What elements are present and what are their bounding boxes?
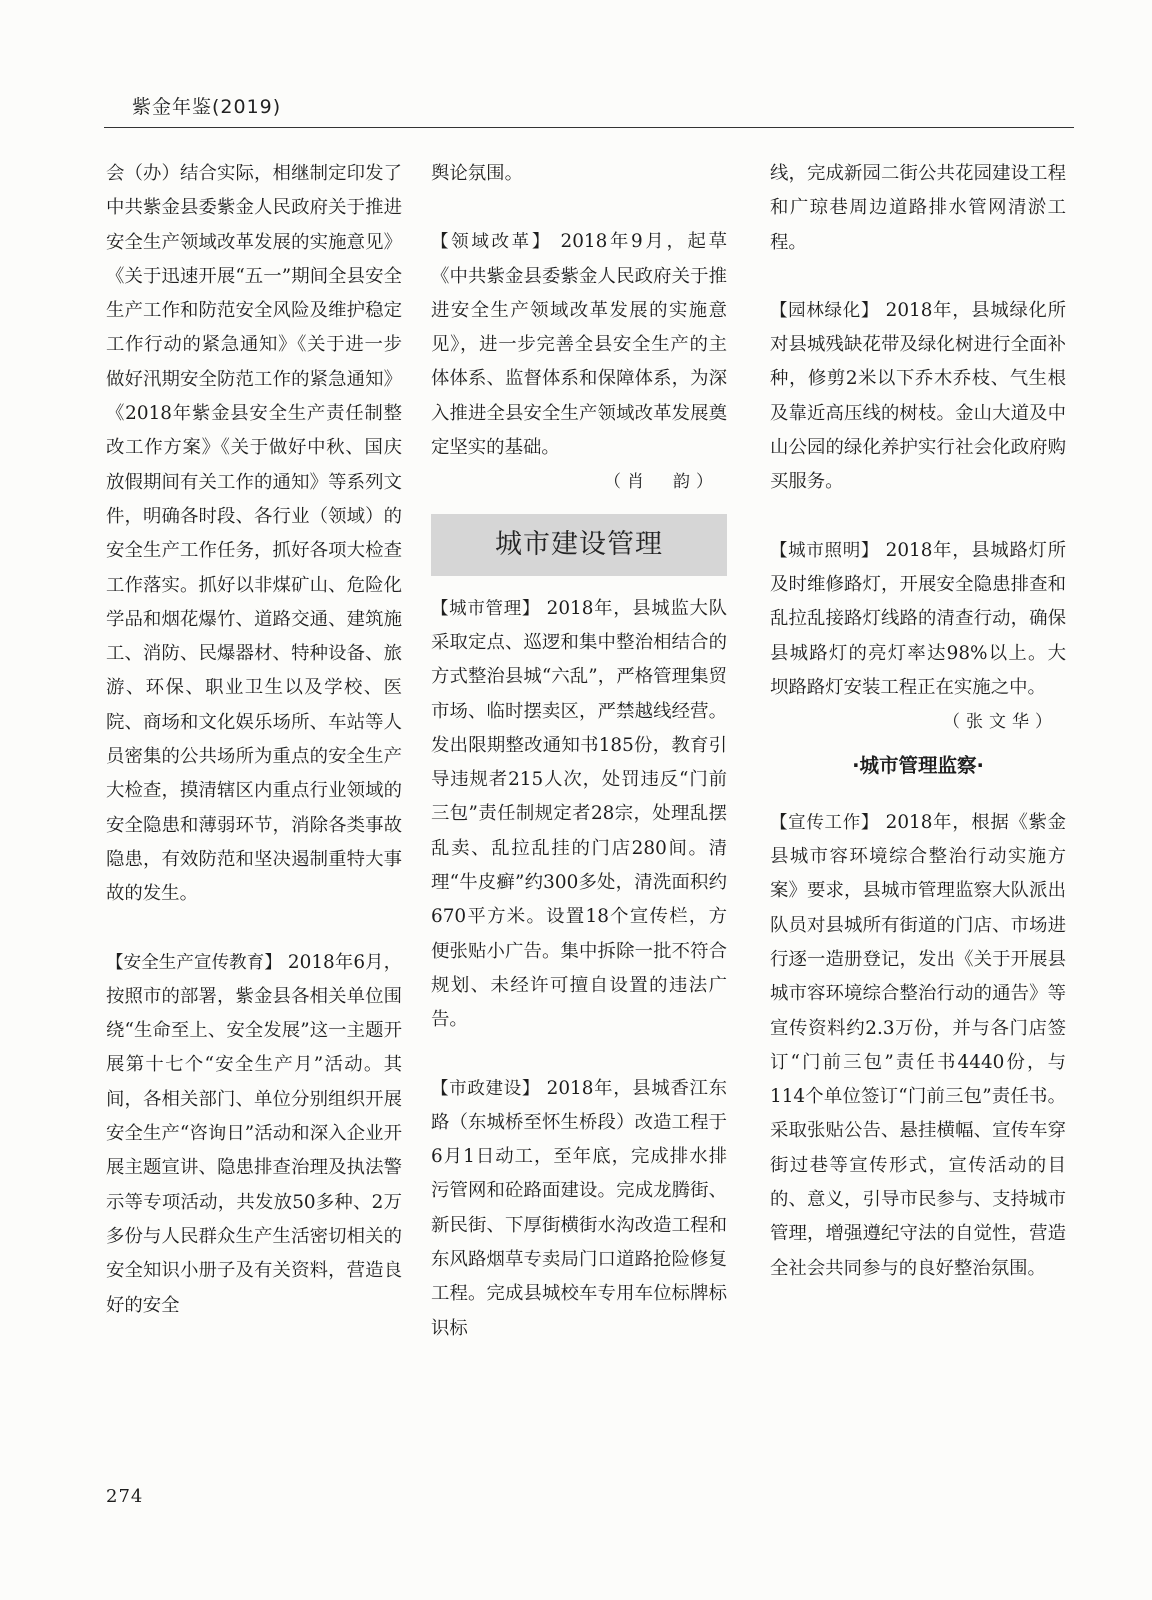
column-2: [431, 157, 727, 1346]
entry-keyword: 【城市管理】: [431, 598, 541, 619]
paragraph: 会（办）结合实际，相继制定印发了中共紫金县委紫金人民政府关于推进安全生产领域改革发展的实施意见》《关于迅速开展“五一”期间全县安全生产工作和防范安全风险及维护稳定工作行动的紧急通知》《关于进一步做好汛期安全防范工作的紧急通知》《2018年紫金县安全生产责任制整改工作方案》《关于做好中秋、国庆放假期间有关工作的通知》等系列文件，明确各时段、各行业（领域）的安全生产工作任务，抓好各项大检查工作落实。抓好以非煤矿山、危险化学品和烟花爆竹、道路交通、建筑施工、消防、民爆器材、特种设备、旅游、环保、职业卫生以及学校、医院、商场和文化娱乐场所、车站等人员密集的公共场所为重点的安全生产大检查，摸清辖区内重点行业领域的安全隐患和薄弱环节，消除各类事故隐患，有效防范和坚决遏制重特大事故的发生。: [106, 163, 402, 905]
column-1: [106, 157, 402, 1323]
entry-keyword: 【城市照明】: [770, 540, 880, 561]
paragraph: [431, 225, 727, 465]
paragraph: 线，完成新园二街公共花园建设工程和广琼巷周边道路排水管网清淤工程。: [770, 163, 1066, 253]
paragraph-text: 2018年6月，按照市的部署，紫金县各相关单位围绕“生命至上、安全发展”这一主题开展第十七个“安全生产月”活动。其间，各相关部门、单位分别组织开展安全生产“咨询日”活动和深入企业开展主题宣讲、隐患排查治理及执法警示等专项活动，共发放50多种、2万多份与人民群众生产生活密切相关的安全知识小册子及有关资料，营造良好的安全: [106, 951, 402, 1316]
paragraph: [770, 294, 1066, 500]
entry-keyword: 【园林绿化】: [770, 300, 880, 321]
entry-keyword: 【宣传工作】: [770, 812, 880, 833]
paragraph-text: 2018年9月，起草《中共紫金县委紫金人民政府关于推进安全生产领域改革发展的实施意见》，进一步完善全县安全生产的主体体系、监督体系和保障体系，为深入推进全县安全生产领域改革发展奠定坚实的基础。: [431, 231, 727, 459]
paragraph: [431, 592, 727, 1038]
paragraph: 舆论氛围。: [431, 163, 523, 184]
entry-keyword: 【领域改革】: [431, 232, 553, 253]
entry-keyword: 【市政建设】: [431, 1078, 541, 1099]
paragraph-text: 2018年，根据《紫金县城市容环境综合整治行动实施方案》要求，县城市管理监察大队派出队员对县城所有街道的门店、市场进行逐一造册登记，发出《关于开展县城市容环境综合整治行动的通告》等宣传资料约2.3万份，并与各门店签订“门前三包”责任书4440份，与114个单位签订“门前三包”责任书。采取张贴公告、悬挂横幅、宣传车穿街过巷等宣传形式，宣传活动的目的、意义，引导市民参与、支持城市管理，增强遵纪守法的自觉性，营造全社会共同参与的良好整治氛围。: [770, 811, 1066, 1279]
paragraph-text: 2018年，县城香江东路（东城桥至怀生桥段）改造工程于6月1日动工，至年底，完成排水排污管网和砼路面建设。完成龙腾街、新民街、下厚街横街水沟改造工程和东风路烟草专卖局门口道路抢险修复工程。完成县城校车专用车位标牌标识标: [431, 1077, 727, 1339]
subsection-title: ·城市管理监察·: [852, 754, 984, 778]
author-credit: （张文华）: [943, 712, 1058, 733]
column-3: [770, 157, 1066, 1286]
paragraph-text: 2018年，县城监大队采取定点、巡逻和集中整治相结合的方式整治县城“六乱”，严格管理集贸市场、临时摆卖区，严禁越线经营。发出限期整改通知书185份，教育引导违规者215人次，处罚违反“门前三包”责任制规定者28宗，处理乱摆乱卖、乱拉乱挂的门店280间。清理“牛皮癣”约300多处，清洗面积约670平方米。设置18个宣传栏，方便张贴小广告。集中拆除一批不符合规划、未经许可擅自设置的违法广告。: [431, 597, 727, 1031]
paragraph-text: 2018年，县城绿化所对县城残缺花带及绿化树进行全面补种，修剪2米以下乔木乔枝、气生根及靠近高压线的树枝。金山大道及中山公园的绿化养护实行社会化政府购买服务。: [770, 299, 1066, 493]
paragraph: [770, 534, 1066, 705]
header-rule: [104, 127, 1074, 128]
page-number: 274: [106, 1486, 144, 1507]
section-title: 城市建设管理: [431, 514, 727, 576]
paragraph: [770, 806, 1066, 1286]
paragraph-text: 2018年，县城路灯所及时维修路灯，开展安全隐患排查和乱拉乱接路灯线路的清查行动，确保县城路灯的亮灯率达98%以上。大坝路路灯安装工程正在实施之中。: [770, 539, 1066, 698]
paragraph: [431, 1072, 727, 1346]
author-credit: （肖 韵）: [604, 472, 719, 493]
running-title: 紫金年鉴(2019): [132, 96, 282, 118]
paragraph: [106, 946, 402, 1323]
entry-keyword: 【安全生产宣传教育】: [106, 952, 282, 973]
